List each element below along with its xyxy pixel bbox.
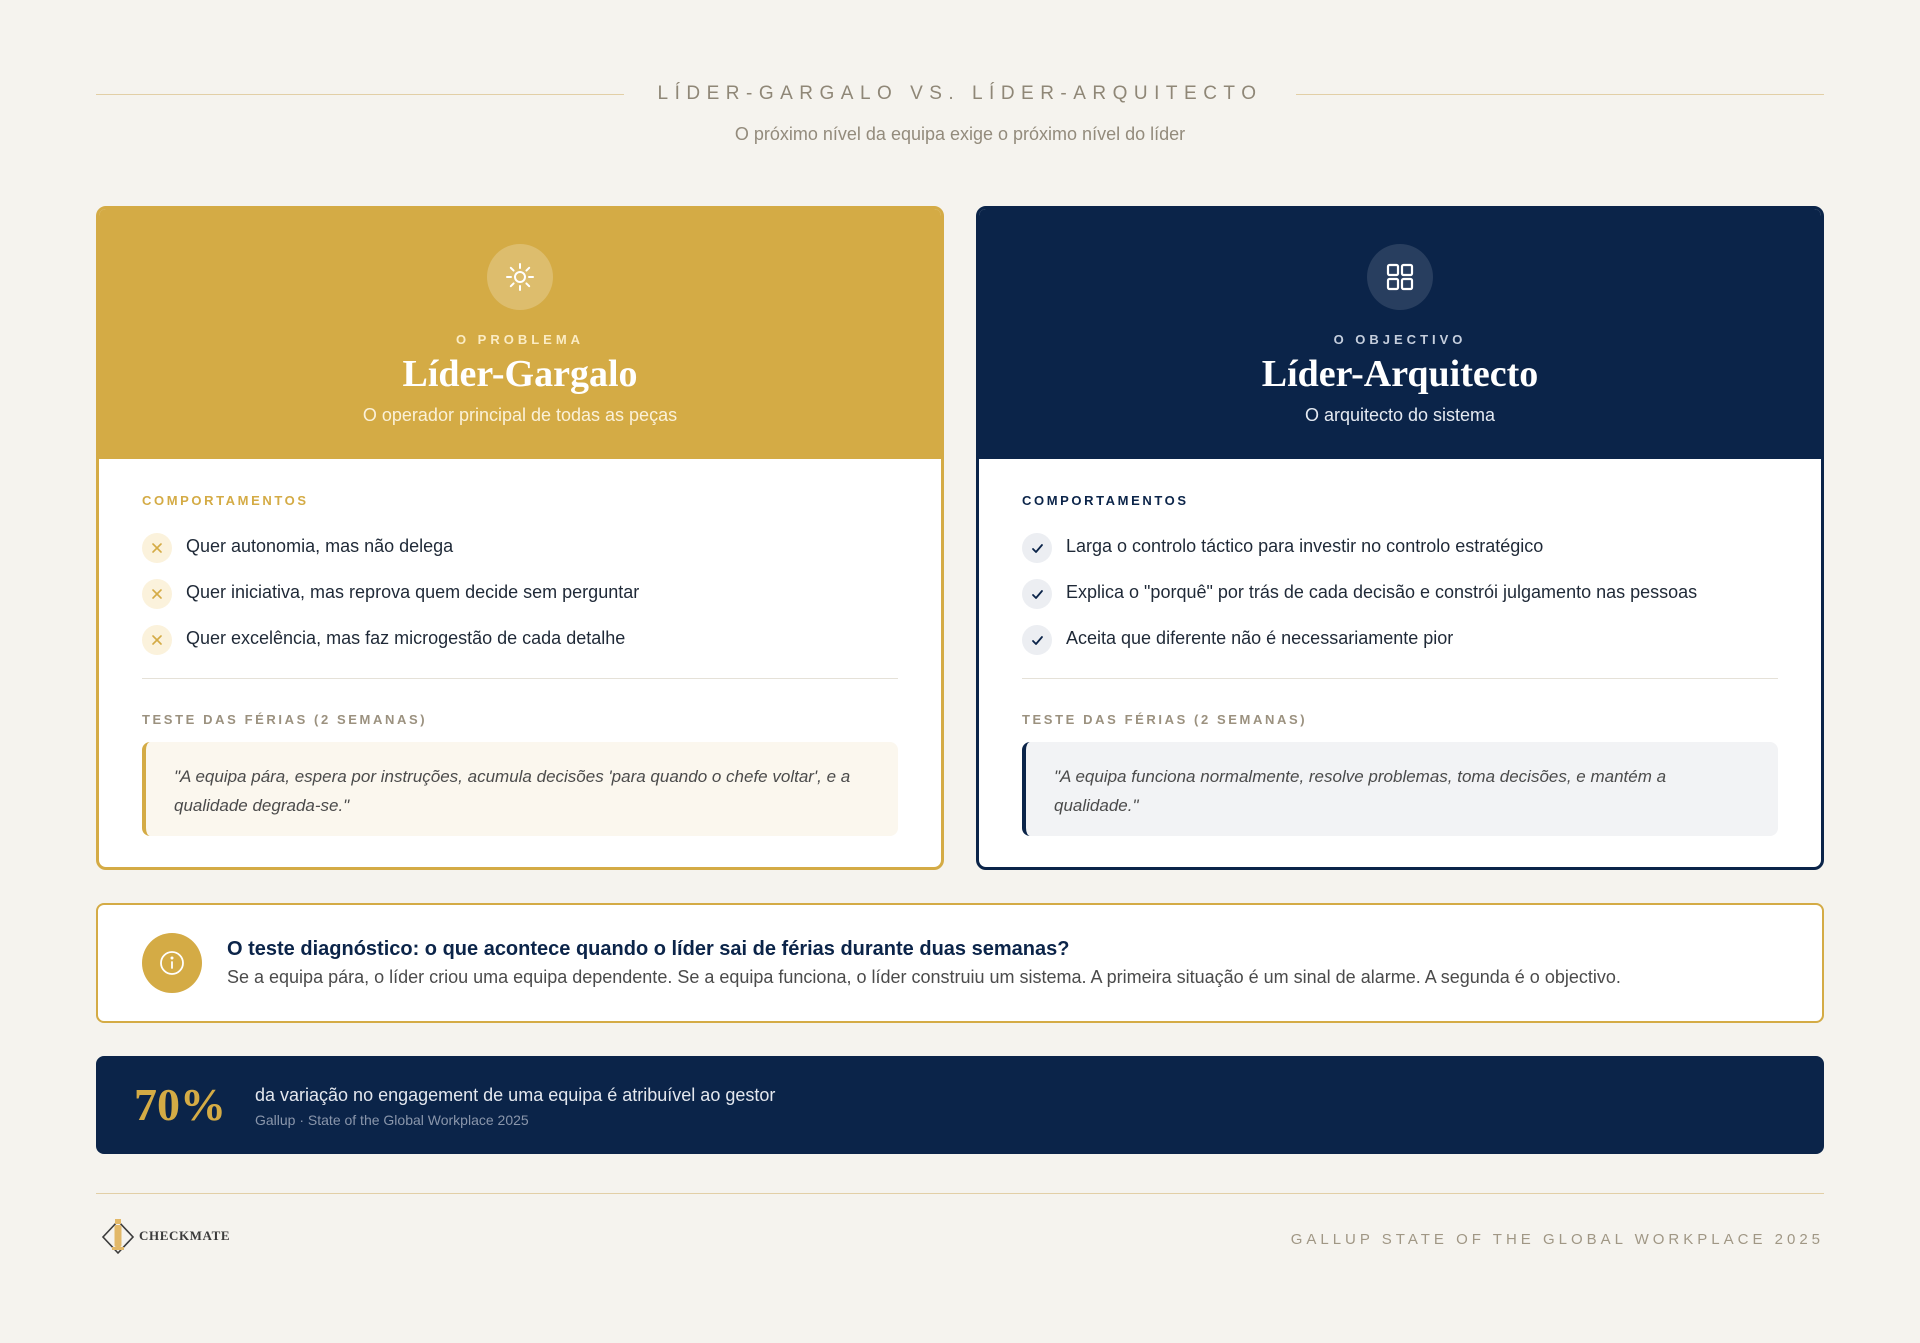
stat-text: da variação no engagement de uma equipa é atribuível ao gestor — [255, 1085, 776, 1105]
list-item — [1022, 569, 1782, 615]
check-icon — [1022, 579, 1052, 609]
behavior-text: Quer autonomia, mas não delega — [186, 535, 454, 556]
behaviors-list — [1022, 523, 1782, 661]
footer-rule — [96, 1193, 1824, 1194]
grid-icon — [1367, 244, 1433, 310]
stat-value: 70% — [134, 1079, 226, 1130]
stat-banner — [96, 1056, 1824, 1154]
behavior-text: Quer excelência, mas faz microgestão de cada detalhe — [186, 627, 626, 648]
card-lider-gargalo — [96, 206, 944, 870]
card-title: Líder-Gargalo — [402, 353, 638, 395]
behaviors-list — [142, 523, 902, 661]
page — [96, 0, 1824, 1343]
card-eyebrow: O OBJECTIVO — [1333, 332, 1467, 347]
list-item — [1022, 523, 1782, 569]
checkmate-logo — [101, 1216, 230, 1256]
footer-source: GALLUP STATE OF THE GLOBAL WORKPLACE 2025 — [1290, 1231, 1824, 1248]
behavior-text: Quer iniciativa, mas reprova quem decide sem perguntar — [186, 581, 640, 602]
x-icon — [142, 579, 172, 609]
x-icon — [142, 625, 172, 655]
list-item — [142, 523, 902, 569]
divider — [1022, 678, 1778, 679]
behavior-text: Larga o controlo táctico para investir no controlo estratégico — [1066, 535, 1544, 556]
header — [96, 82, 1824, 106]
check-icon — [1022, 625, 1052, 655]
x-icon — [142, 533, 172, 563]
info-icon — [142, 933, 202, 993]
quote: "A equipa pára, espera por instruções, acumula decisões 'para quando o chefe voltar', e a qualidade degrada-se." — [142, 742, 898, 836]
quote: "A equipa funciona normalmente, resolve problemas, toma decisões, e mantém a qualidade." — [1022, 742, 1778, 836]
divider — [142, 678, 898, 679]
behaviors-label: COMPORTAMENTOS — [1022, 493, 1189, 508]
list-item — [1022, 615, 1782, 661]
card-header — [99, 209, 941, 459]
stat-source: Gallup · State of the Global Workplace 2025 — [255, 1112, 529, 1128]
header-rule-left — [96, 94, 624, 95]
check-icon — [1022, 533, 1052, 563]
behavior-text: Explica o "porquê" por trás de cada decisão e constrói julgamento nas pessoas — [1066, 581, 1698, 602]
sun-icon — [487, 244, 553, 310]
page-subtitle: O próximo nível da equipa exige o próximo nível do líder — [734, 124, 1186, 144]
card-title: Líder-Arquitecto — [1261, 353, 1539, 395]
list-item — [142, 569, 902, 615]
page-title: LÍDER-GARGALO VS. LÍDER-ARQUITECTO — [657, 83, 1263, 104]
behavior-text: Aceita que diferente não é necessariamente pior — [1066, 627, 1454, 648]
card-header — [979, 209, 1821, 459]
card-eyebrow: O PROBLEMA — [455, 332, 585, 347]
logo-mark-icon — [101, 1216, 135, 1256]
behaviors-label: COMPORTAMENTOS — [142, 493, 309, 508]
card-subtitle: O arquitecto do sistema — [1304, 405, 1496, 425]
card-lider-arquitecto — [976, 206, 1824, 870]
list-item — [142, 615, 902, 661]
diagnostic-text: Se a equipa pára, o líder criou uma equipa dependente. Se a equipa funciona, o líder construiu um sistema. A primeira situação é um sinal de alarme. A segunda é o objectivo. — [227, 967, 1621, 987]
logo-text: CHECKMATE — [139, 1228, 231, 1243]
header-rule-right — [1296, 94, 1824, 95]
test-label: TESTE DAS FÉRIAS (2 SEMANAS) — [142, 712, 428, 727]
test-label: TESTE DAS FÉRIAS (2 SEMANAS) — [1022, 712, 1308, 727]
card-subtitle: O operador principal de todas as peças — [362, 405, 678, 425]
diagnostic-callout — [96, 903, 1824, 1023]
diagnostic-title: O teste diagnóstico: o que acontece quando o líder sai de férias durante duas semanas? — [227, 938, 1070, 960]
